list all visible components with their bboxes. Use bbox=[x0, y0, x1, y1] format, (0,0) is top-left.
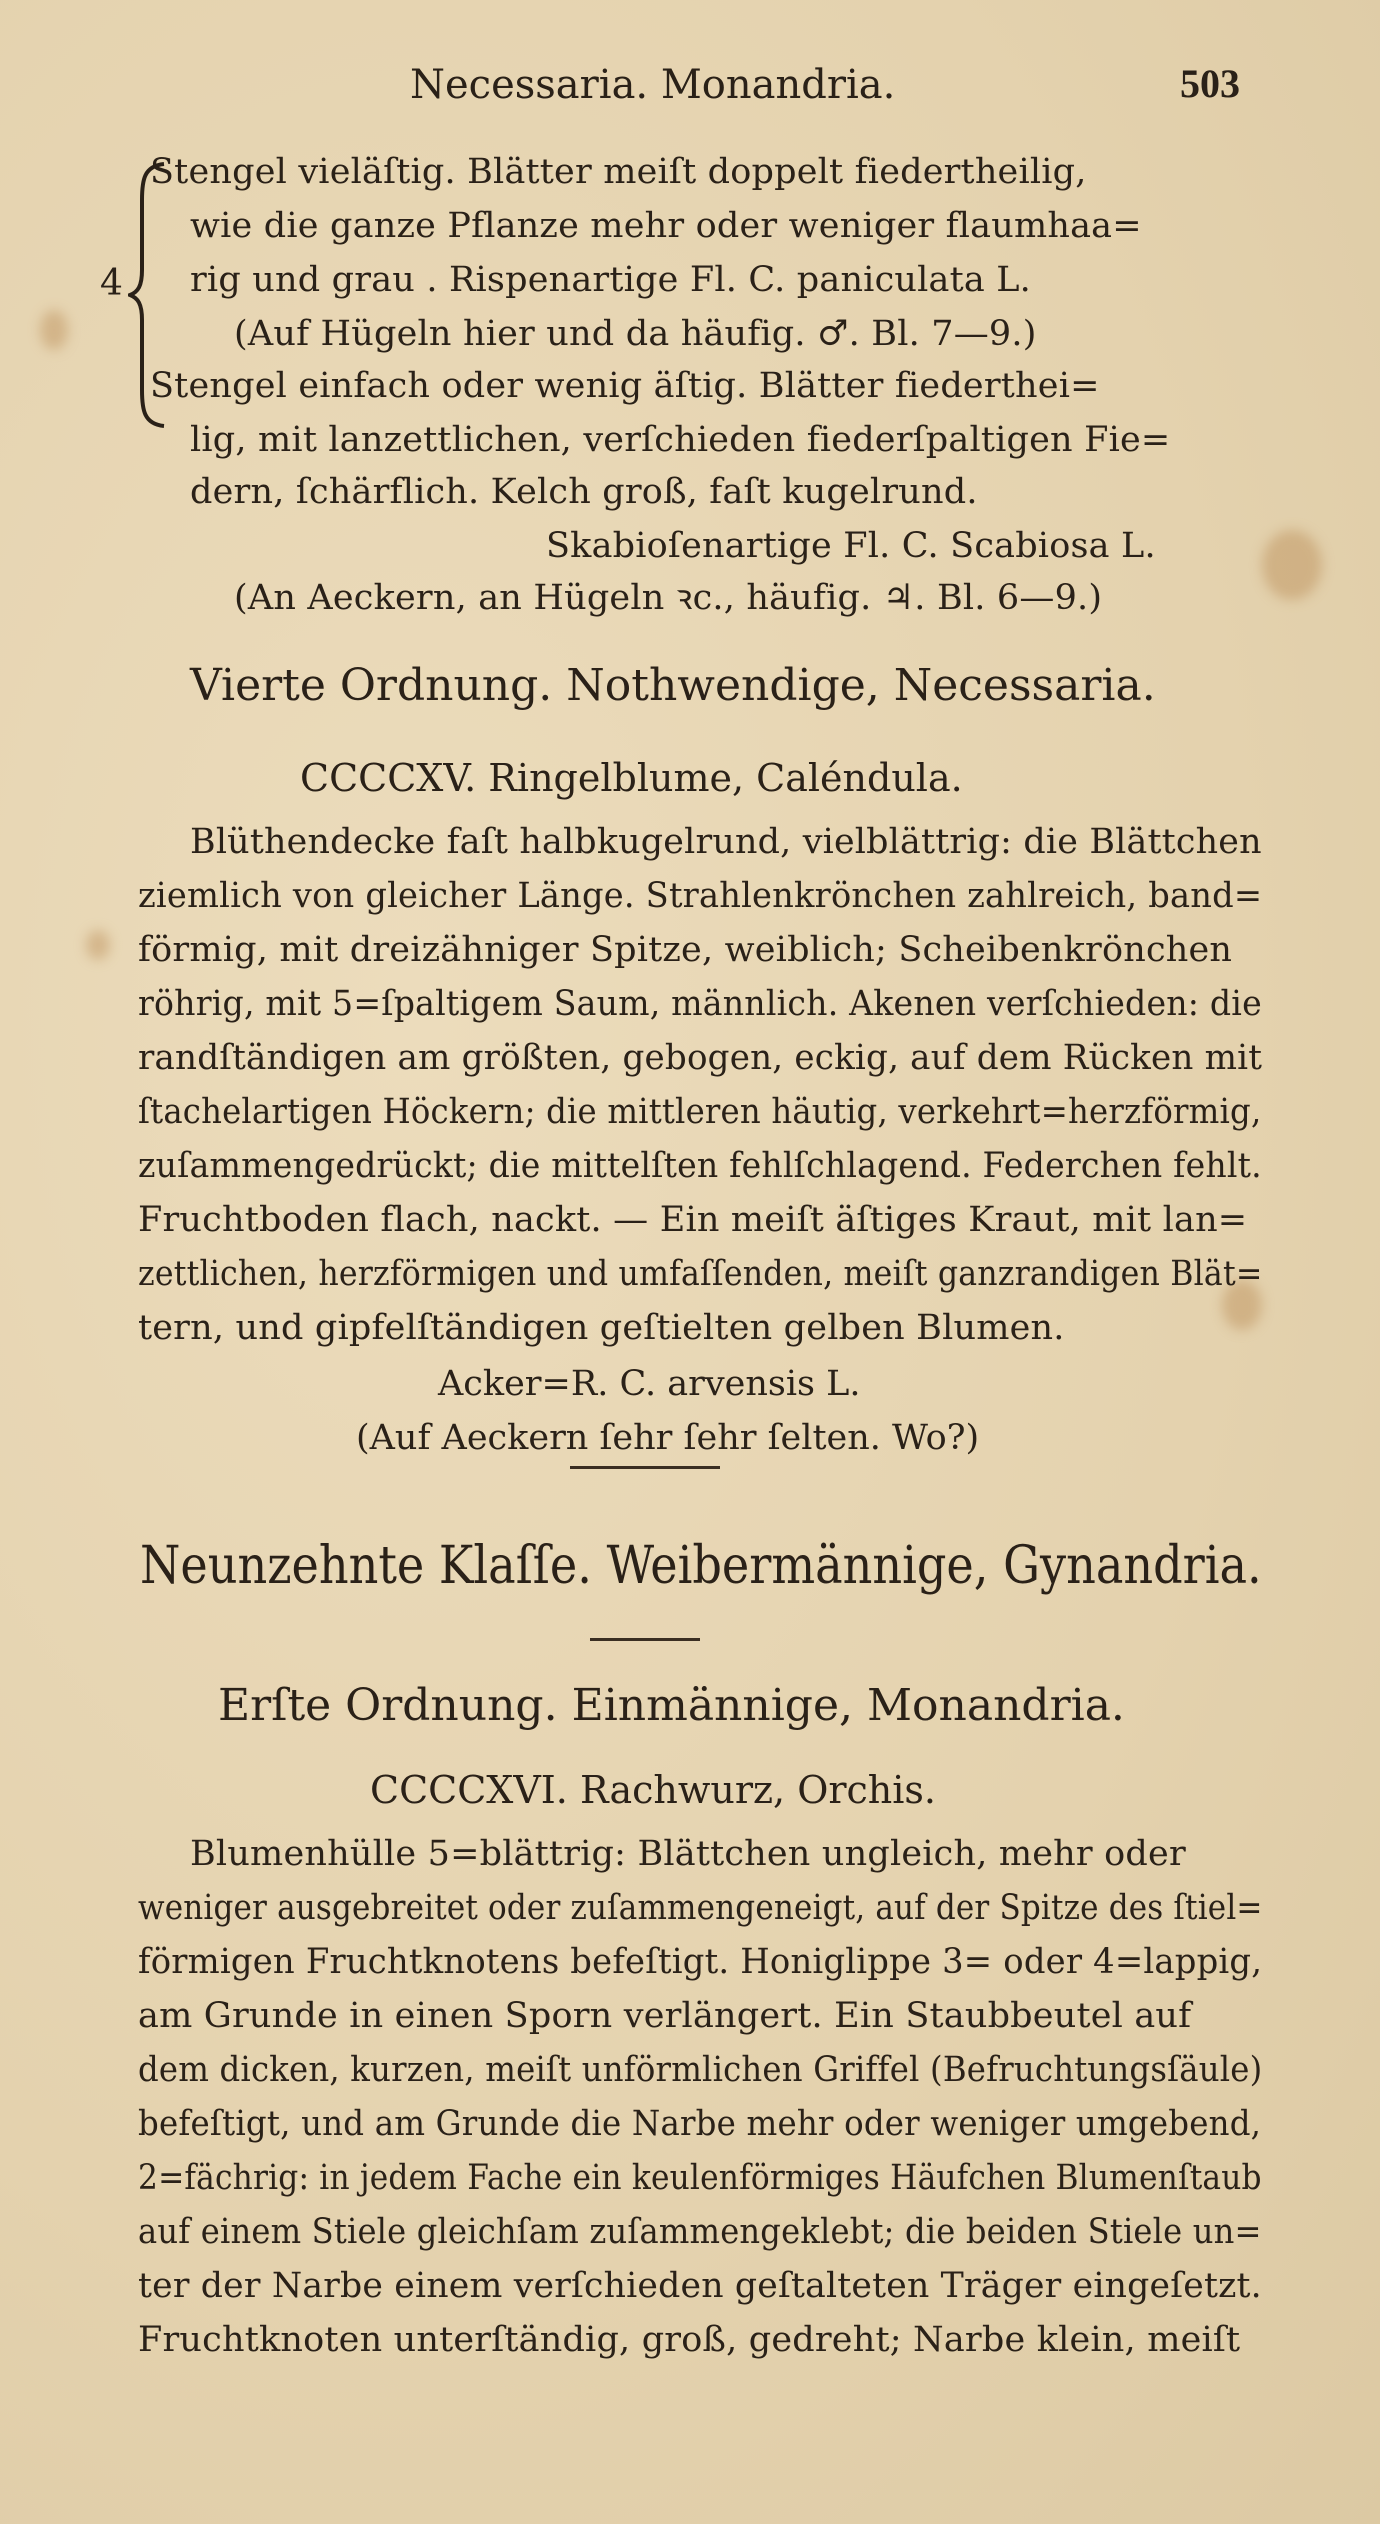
description-line: dem dicken, kurzen, meiſt unförmlichen Griffel (Befruchtungsſäule) bbox=[138, 2050, 1263, 2090]
description-line: ter der Narbe einem verſchieden geſtalteten Träger eingeſetzt. bbox=[138, 2266, 1262, 2306]
class-heading: Neunzehnte Klaſſe. Weibermännige, Gynandria. bbox=[140, 1536, 1262, 1596]
section-divider bbox=[590, 1638, 700, 1641]
description-line: tern, und gipfelſtändigen geſtielten gelben Blumen. bbox=[138, 1308, 1065, 1348]
description-line: weniger ausgebreitet oder zuſammengeneigt, auf der Spitze des ſtiel= bbox=[138, 1888, 1263, 1928]
species-name: Acker=R. C. arvensis L. bbox=[438, 1364, 861, 1404]
key-number: 4 bbox=[100, 263, 123, 304]
section-divider bbox=[570, 1466, 720, 1469]
key-line: wie die ganze Pflanze mehr oder weniger flaumhaa= bbox=[190, 206, 1142, 246]
description-line: ſtachelartigen Höckern; die mittleren häutig, verkehrt=herzförmig, bbox=[138, 1092, 1262, 1132]
order-heading: Vierte Ordnung. Nothwendige, Necessaria. bbox=[190, 660, 1156, 711]
description-line: zuſammengedrückt; die mittelſten fehlſchlagend. Federchen fehlt. bbox=[138, 1146, 1262, 1186]
key-line: (An Aeckern, an Hügeln ꝛc., häufig. ♃. Bl. 6—9.) bbox=[234, 578, 1103, 618]
description-line: befeſtigt, und am Grunde die Narbe mehr oder weniger umgebend, bbox=[138, 2104, 1262, 2144]
description-line: Fruchtboden flach, nackt. — Ein meiſt äſtiges Kraut, mit lan= bbox=[138, 1200, 1248, 1240]
key-line: Stengel vieläſtig. Blätter meiſt doppelt fiedertheilig, bbox=[150, 152, 1087, 192]
description-line: förmigen Fruchtknotens befeſtigt. Honiglippe 3= oder 4=lappig, bbox=[138, 1942, 1263, 1982]
key-line: Stengel einfach oder wenig äſtig. Blätter fiederthei= bbox=[150, 366, 1100, 406]
description-line: randſtändigen am größten, gebogen, eckig, auf dem Rücken mit bbox=[138, 1038, 1263, 1078]
paper-stain bbox=[86, 930, 110, 960]
key-line: (Auf Hügeln hier und da häufig. ♂. Bl. 7—9.) bbox=[234, 314, 1037, 354]
key-line: rig und grau . Rispenartige Fl. C. paniculata L. bbox=[190, 260, 1032, 300]
description-line: 2=fächrig: in jedem Fache ein keulenförmiges Häufchen Blumenſtaub bbox=[138, 2158, 1262, 2198]
genus-heading: CCCCXV. Ringelblume, Caléndula. bbox=[300, 756, 963, 800]
description-line: Blumenhülle 5=blättrig: Blättchen ungleich, mehr oder bbox=[190, 1834, 1186, 1874]
key-line: Skabioſenartige Fl. C. Scabiosa L. bbox=[546, 526, 1156, 566]
description-line: röhrig, mit 5=ſpaltigem Saum, männlich. Akenen verſchieden: die bbox=[138, 984, 1262, 1024]
description-line: zettlichen, herzförmigen und umfaſſenden, meiſt ganzrandigen Blät= bbox=[138, 1254, 1263, 1294]
order-heading: Erſte Ordnung. Einmännige, Monandria. bbox=[218, 1680, 1125, 1731]
page-number: 503 bbox=[1180, 61, 1240, 106]
species-habitat: (Auf Aeckern ſehr ſehr ſelten. Wo?) bbox=[356, 1418, 980, 1458]
description-line: Fruchtknoten unterſtändig, groß, gedreht; Narbe klein, meiſt bbox=[138, 2320, 1241, 2360]
paper-stain bbox=[1262, 530, 1322, 600]
key-line: dern, ſchärflich. Kelch groß, faſt kugelrund. bbox=[190, 472, 978, 512]
description-line: förmig, mit dreizähniger Spitze, weiblich; Scheibenkrönchen bbox=[138, 930, 1233, 970]
description-line: ziemlich von gleicher Länge. Strahlenkrönchen zahlreich, band= bbox=[138, 876, 1263, 916]
description-line: am Grunde in einen Sporn verlängert. Ein Staubbeutel auf bbox=[138, 1996, 1192, 2036]
running-header-title: Necessaria. Monandria. bbox=[410, 62, 896, 108]
key-line: lig, mit lanzettlichen, verſchieden fiederſpaltigen Fie= bbox=[190, 420, 1171, 460]
description-line: Blüthendecke faſt halbkugelrund, vielblättrig: die Blättchen bbox=[190, 822, 1262, 862]
paper-stain bbox=[40, 310, 68, 350]
genus-heading: CCCCXVI. Rachwurz, Orchis. bbox=[370, 1768, 937, 1812]
description-line: auf einem Stiele gleichſam zuſammengeklebt; die beiden Stiele un= bbox=[138, 2212, 1262, 2252]
